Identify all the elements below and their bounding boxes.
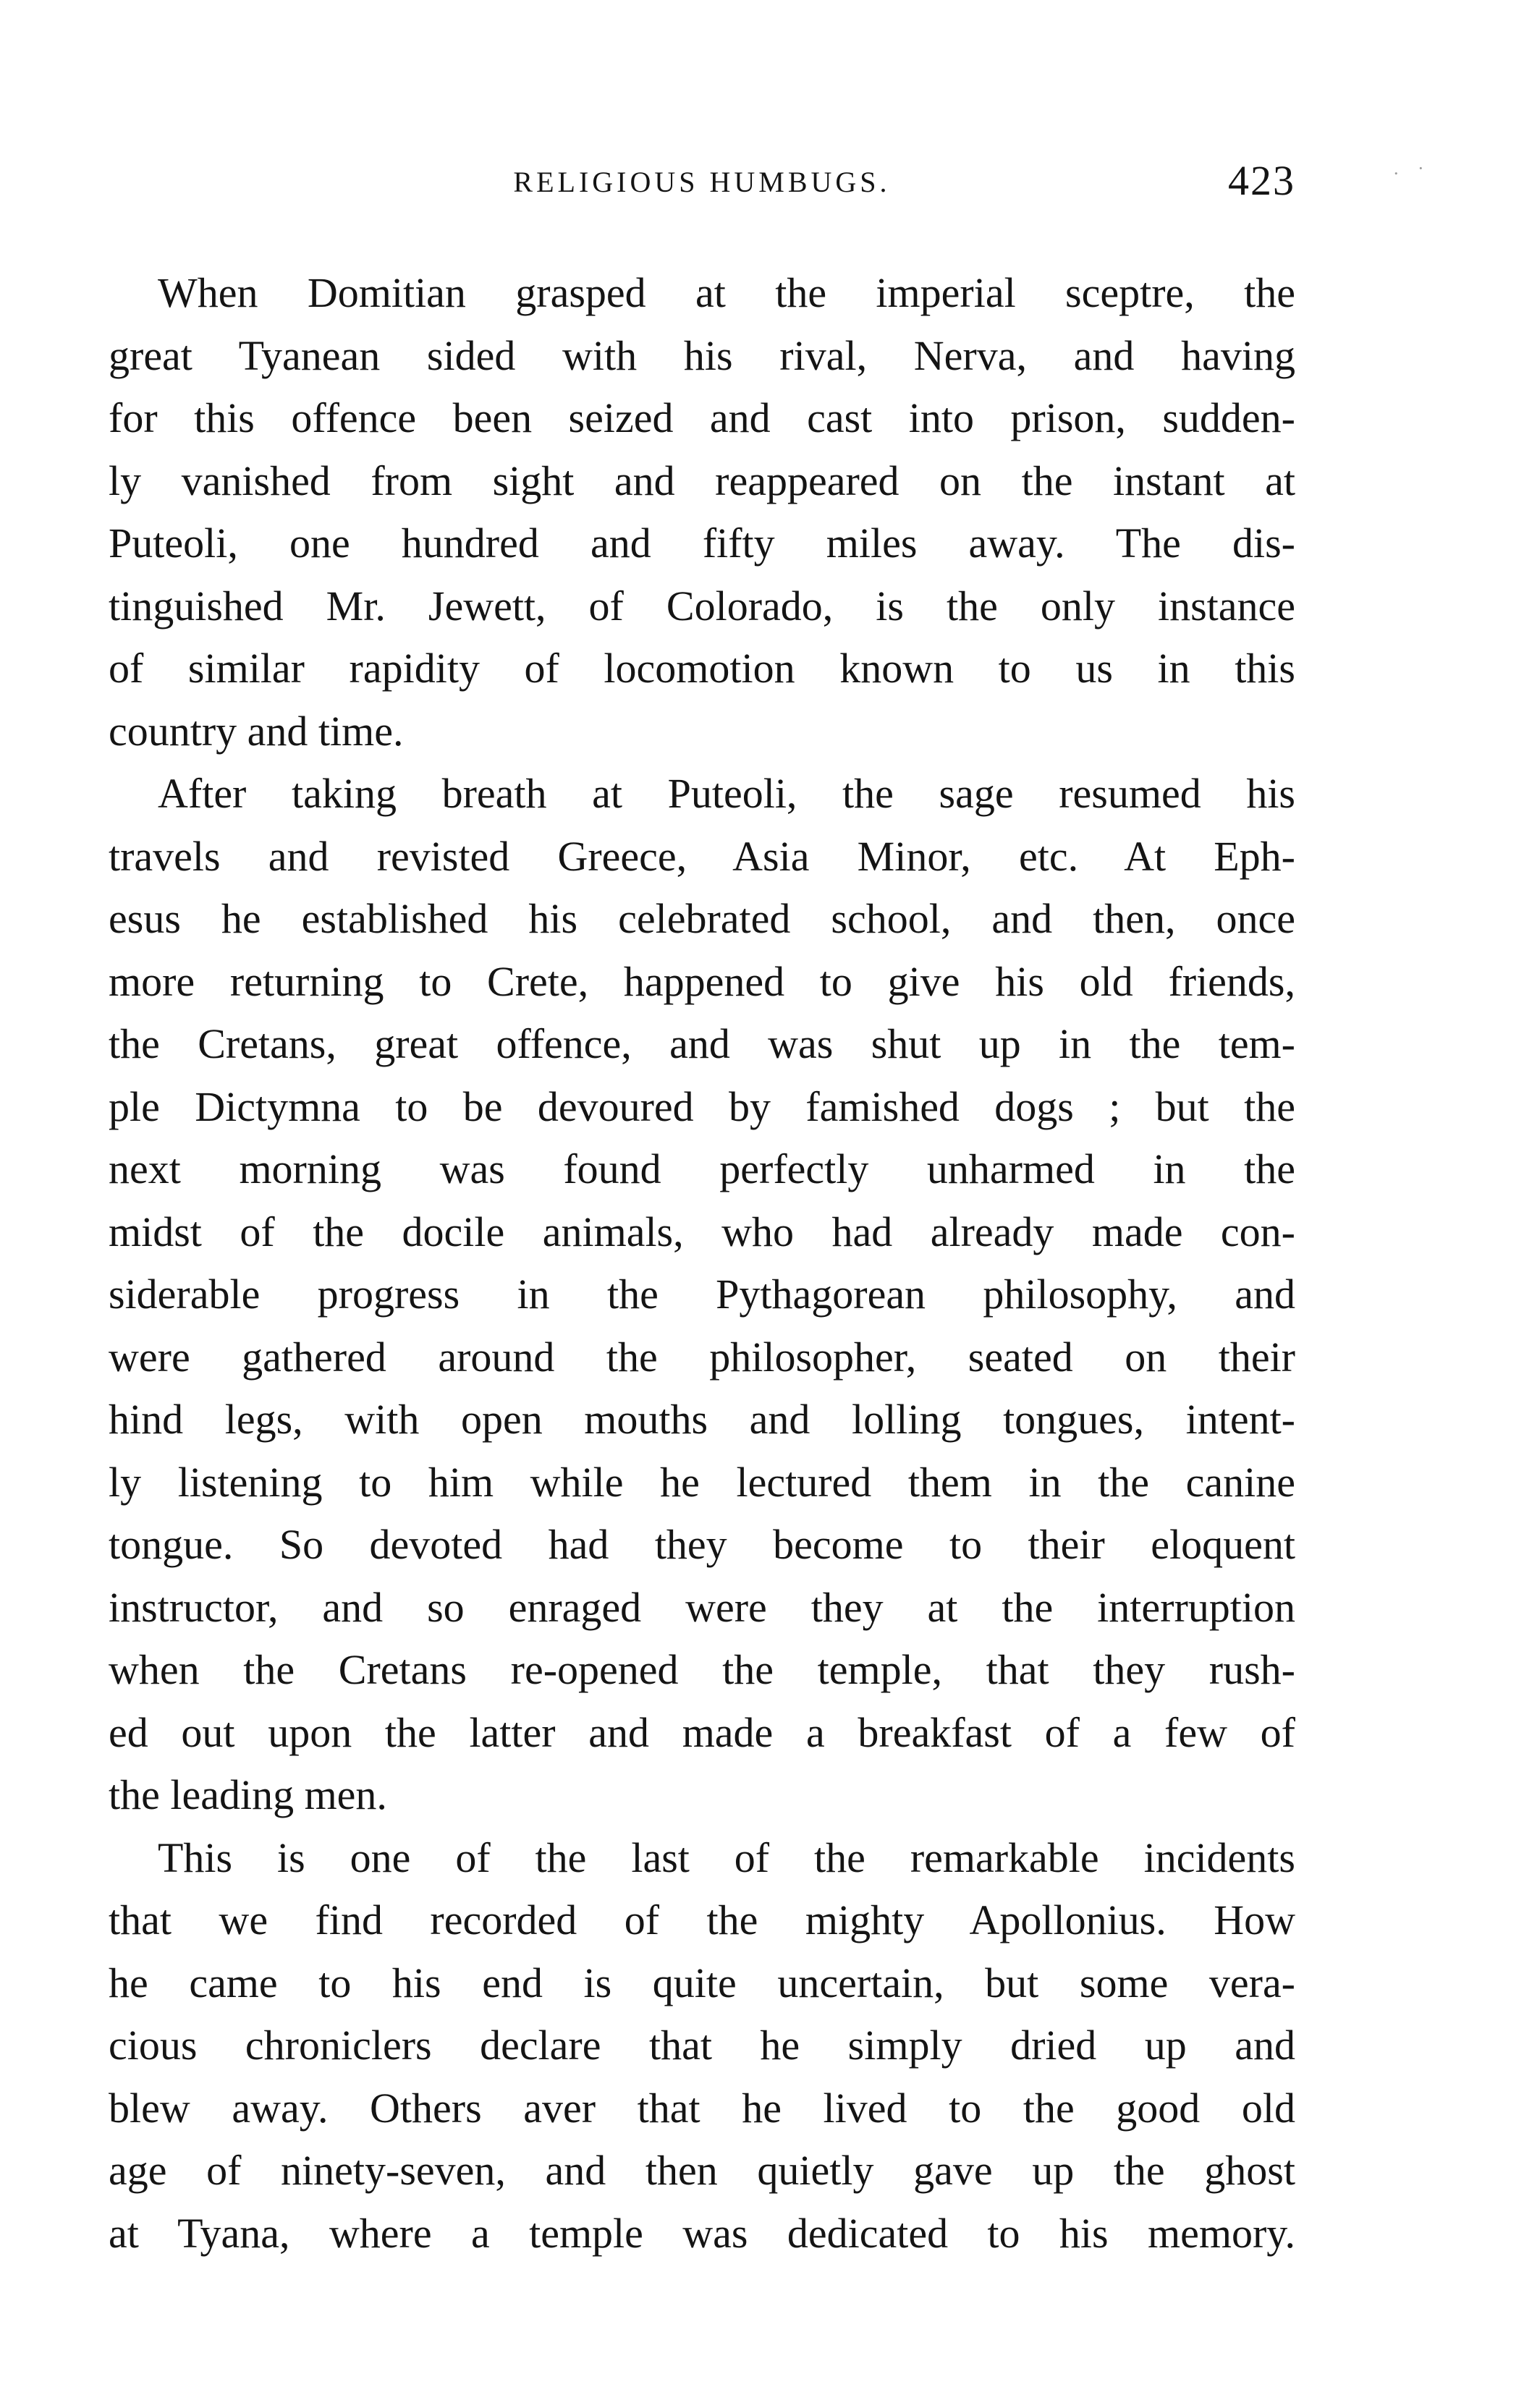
- page-body: [109, 262, 1295, 2265]
- stray-mark: . ·: [1394, 158, 1431, 179]
- text-line: the Cretans, great offence, and was shut up in the tem-: [109, 1020, 1295, 1067]
- paragraph: [109, 763, 1295, 1827]
- text-line: tongue. So devoted had they become to their eloquent: [109, 1521, 1295, 1568]
- text-line: instructor, and so enraged were they at the interruption: [109, 1583, 1295, 1631]
- running-head: RELIGIOUS HUMBUGS.: [513, 166, 891, 198]
- text-line: ed out upon the latter and made a breakfast of a few of: [109, 1708, 1295, 1756]
- text-line: when the Cretans re-opened the temple, that they rush-: [109, 1646, 1295, 1693]
- text-line: more returning to Crete, happened to give his old friends,: [109, 957, 1295, 1005]
- text-line: country and time.: [109, 707, 404, 755]
- text-line: the leading men.: [109, 1771, 387, 1818]
- text-line: ple Dictymna to be devoured by famished dogs ; but the: [109, 1082, 1295, 1130]
- page-header: [109, 157, 1295, 211]
- text-line: travels and revisted Greece, Asia Minor, etc. At Eph-: [109, 832, 1295, 880]
- text-line: he came to his end is quite uncertain, but some vera-: [109, 1959, 1295, 2006]
- text-line: midst of the docile animals, who had already made con-: [109, 1208, 1295, 1255]
- text-line: were gathered around the philosopher, seated on their: [109, 1333, 1295, 1381]
- text-line: for this offence been seized and cast into prison, sudden-: [109, 394, 1295, 441]
- text-line: ly vanished from sight and reappeared on the instant at: [109, 457, 1295, 504]
- text-line: at Tyana, where a temple was dedicated to his memory.: [109, 2209, 1295, 2257]
- text-line: Puteoli, one hundred and fifty miles away. The dis-: [109, 520, 1295, 567]
- text-line: cious chroniclers declare that he simply dried up and: [109, 2022, 1295, 2069]
- paragraph: [109, 1827, 1295, 2265]
- text-line: esus he established his celebrated school, and then, once: [109, 895, 1295, 942]
- text-line: When Domitian grasped at the imperial sceptre, the: [158, 269, 1295, 316]
- text-line: of similar rapidity of locomotion known to us in this: [109, 645, 1295, 692]
- text-line: siderable progress in the Pythagorean philosophy, and: [109, 1271, 1295, 1318]
- text-line: great Tyanean sided with his rival, Nerva, and having: [109, 331, 1295, 379]
- text-line: tinguished Mr. Jewett, of Colorado, is the only instance: [109, 582, 1295, 629]
- text-line: age of ninety-seven, and then quietly gave up the ghost: [109, 2147, 1295, 2194]
- paragraph: [109, 262, 1295, 763]
- text-line: After taking breath at Puteoli, the sage resumed his: [158, 770, 1295, 817]
- page-number: 423: [1228, 157, 1295, 204]
- text-line: blew away. Others aver that he lived to the good old: [109, 2084, 1295, 2132]
- text-line: hind legs, with open mouths and lolling tongues, intent-: [109, 1396, 1295, 1443]
- text-line: next morning was found perfectly unharmed in the: [109, 1145, 1295, 1192]
- text-line: This is one of the last of the remarkable incidents: [158, 1833, 1295, 1881]
- text-line: that we find recorded of the mighty Apollonius. How: [109, 1896, 1295, 1943]
- text-line: ly listening to him while he lectured them in the canine: [109, 1458, 1295, 1506]
